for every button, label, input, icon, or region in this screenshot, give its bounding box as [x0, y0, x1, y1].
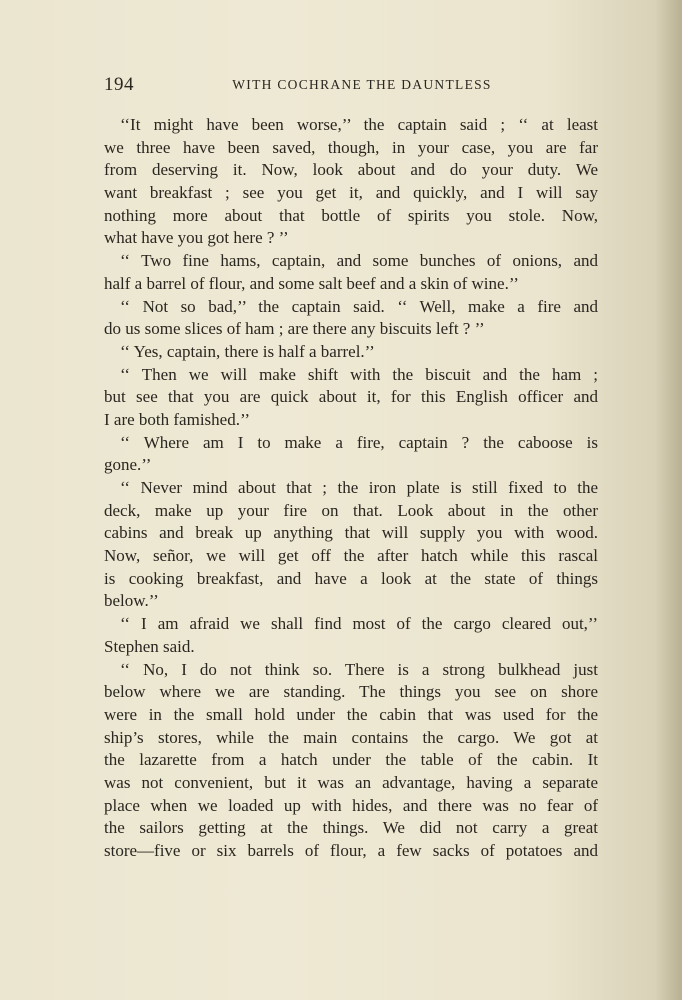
text-line: was not convenient, but it was an advantage, having a separate [104, 772, 598, 792]
text-line: ‘‘ I am afraid we shall find most of the cargo cleared out,’’ [120, 614, 598, 634]
text-line: deck, make up your fire on that. Look about in the other [104, 500, 598, 520]
text-line: below.’’ [104, 591, 159, 611]
text-line: what have you got here ? ’’ [104, 228, 289, 248]
text-line: nothing more about that bottle of spirits you stole. Now, [104, 205, 598, 225]
text-line: ‘‘ Where am I to make a fire, captain ? the caboose is [120, 432, 598, 452]
text-line: do us some slices of ham ; are there any biscuits left ? ’’ [104, 319, 485, 339]
text-line: is cooking breakfast, and have a look at the state of things [104, 568, 598, 588]
text-line: cabins and break up anything that will supply you with wood. [104, 523, 598, 543]
text-line: but see that you are quick about it, for this English officer and [104, 387, 598, 407]
text-line: below where we are standing. The things you see on shore [104, 682, 598, 702]
text-line: half a barrel of flour, and some salt beef and a skin of wine.’’ [104, 273, 519, 293]
text-line: ‘‘ Two fine hams, captain, and some bunches of onions, and [120, 251, 598, 271]
text-line: ‘‘ Then we will make shift with the biscuit and the ham ; [120, 364, 598, 384]
text-line: ‘‘It might have been worse,’’ the captain said ; ‘‘ at least [120, 115, 598, 134]
text-line: we three have been saved, though, in your case, you are far [104, 137, 598, 157]
page-header [104, 74, 598, 98]
body-text [104, 114, 598, 863]
text-line: from deserving it. Now, look about and do your duty. We [104, 160, 598, 180]
text-line: I are both famished.’’ [104, 409, 251, 429]
text-line: Stephen said. [104, 636, 195, 656]
running-head: WITH COCHRANE THE DAUNTLESS [232, 77, 492, 92]
text-line: the sailors getting at the things. We did not carry a great [104, 818, 598, 838]
text-line: were in the small hold under the cabin that was used for the [104, 704, 598, 724]
text-line: gone.’’ [104, 455, 152, 475]
text-line: ship’s stores, while the main contains the cargo. We got at [104, 727, 598, 747]
text-line: the lazarette from a hatch under the table of the cabin. It [104, 750, 598, 770]
text-line: ‘‘ Never mind about that ; the iron plate is still fixed to the [120, 478, 598, 497]
text-line: store—five or six barrels of flour, a few sacks of potatoes and [104, 841, 598, 860]
text-line: ‘‘ Yes, captain, there is half a barrel.’’ [120, 341, 375, 361]
text-line: ‘‘ Not so bad,’’ the captain said. ‘‘ Well, make a fire and [120, 296, 598, 316]
text-line: place when we loaded up with hides, and there was no fear of [104, 795, 598, 815]
page-number: 194 [104, 74, 134, 95]
text-line: Now, señor, we will get off the after hatch while this rascal [104, 546, 598, 566]
text-line: want breakfast ; see you get it, and quickly, and I will say [104, 183, 598, 203]
text-line: ‘‘ No, I do not think so. There is a strong bulkhead just [120, 659, 598, 679]
